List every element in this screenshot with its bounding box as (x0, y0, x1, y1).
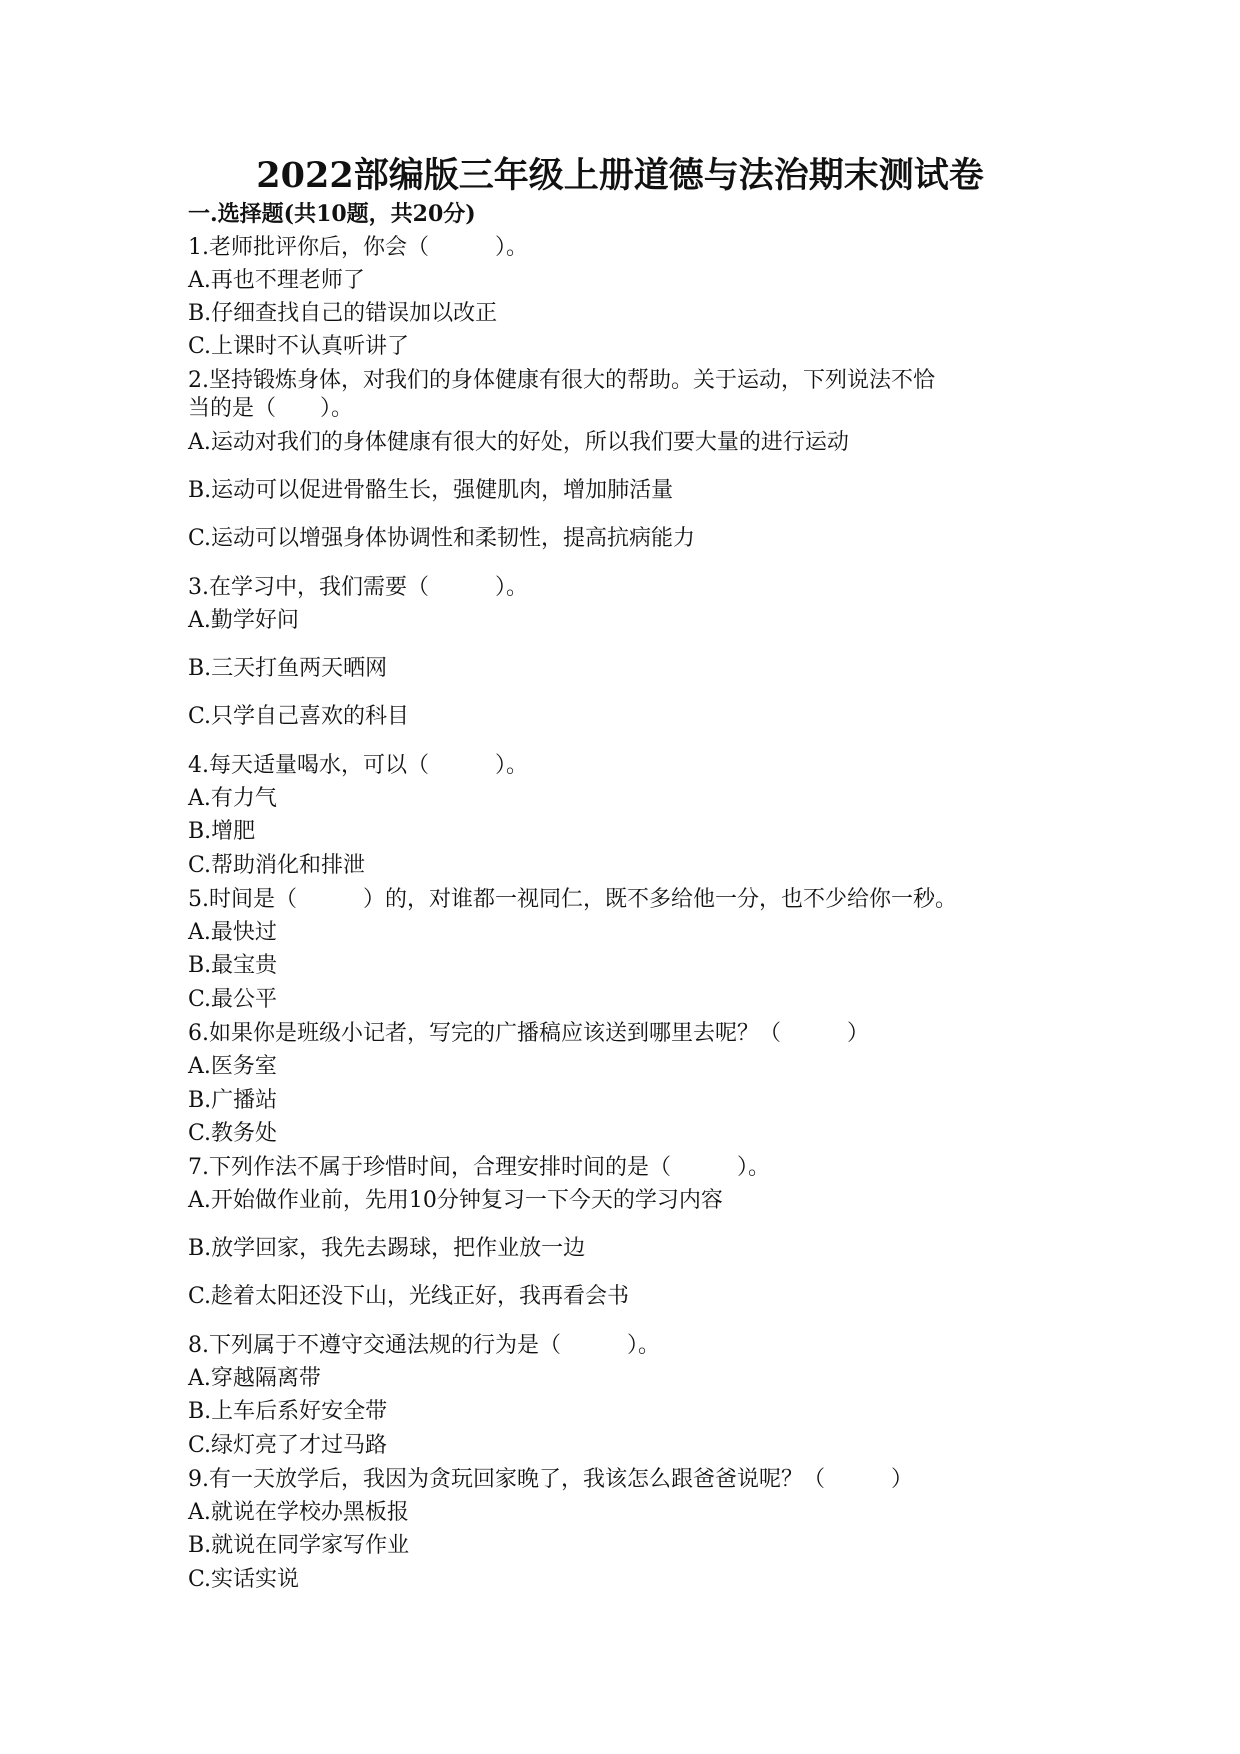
question-9-option-b: B.就说在同学家写作业 (188, 1533, 410, 1558)
question-3-option-c: C.只学自己喜欢的科目 (188, 704, 410, 729)
question-1-option-c: C.上课时不认真听讲了 (188, 334, 410, 359)
question-8-option-c: C.绿灯亮了才过马路 (188, 1433, 388, 1458)
question-9-option-c: C.实话实说 (188, 1567, 300, 1592)
question-6-option-b: B.广播站 (188, 1088, 278, 1113)
question-7-stem: 7.下列作法不属于珍惜时间，合理安排时间的是（ ）。 (188, 1155, 770, 1180)
question-8-option-a: A.穿越隔离带 (188, 1366, 321, 1391)
question-2-option-a: A.运动对我们的身体健康有很大的好处，所以我们要大量的进行运动 (188, 430, 849, 455)
question-2-stem-line-1: 2.坚持锻炼身体，对我们的身体健康有很大的帮助。关于运动，下列说法不恰 (188, 368, 935, 393)
question-1-stem: 1.老师批评你后，你会（ ）。 (188, 235, 528, 260)
question-2-stem-line-2: 当的是（ ）。 (188, 396, 354, 421)
question-8-stem: 8.下列属于不遵守交通法规的行为是（ ）。 (188, 1333, 660, 1358)
question-3-stem: 3.在学习中，我们需要（ ）。 (188, 575, 528, 600)
question-8-option-b: B.上车后系好安全带 (188, 1399, 388, 1424)
question-9-stem: 9.有一天放学后，我因为贪玩回家晚了，我该怎么跟爸爸说呢？（ ） (188, 1467, 913, 1492)
question-7-option-b: B.放学回家，我先去踢球，把作业放一边 (188, 1236, 586, 1261)
question-4-option-a: A.有力气 (188, 786, 277, 811)
page-title: 2022部编版三年级上册道德与法治期末测试卷 (256, 155, 984, 196)
section-heading: 一.选择题(共10题，共20分) (188, 201, 476, 227)
question-7-option-c: C.趁着太阳还没下山，光线正好，我再看会书 (188, 1284, 630, 1309)
question-5-option-a: A.最快过 (188, 920, 277, 945)
question-3-option-a: A.勤学好问 (188, 608, 299, 633)
question-7-option-a: A.开始做作业前，先用10分钟复习一下今天的学习内容 (188, 1188, 723, 1213)
question-4-option-b: B.增肥 (188, 819, 256, 844)
question-4-option-c: C.帮助消化和排泄 (188, 853, 366, 878)
question-3-option-b: B.三天打鱼两天晒网 (188, 656, 388, 681)
question-5-option-c: C.最公平 (188, 987, 278, 1012)
question-2-option-c: C.运动可以增强身体协调性和柔韧性，提高抗病能力 (188, 526, 696, 551)
question-6-stem: 6.如果你是班级小记者，写完的广播稿应该送到哪里去呢？（ ） (188, 1021, 869, 1046)
question-6-option-c: C.教务处 (188, 1121, 278, 1146)
question-2-option-b: B.运动可以促进骨骼生长，强健肌肉，增加肺活量 (188, 478, 674, 503)
question-9-option-a: A.就说在学校办黑板报 (188, 1500, 409, 1525)
question-1-option-a: A.再也不理老师了 (188, 268, 365, 293)
question-1-option-b: B.仔细查找自己的错误加以改正 (188, 301, 498, 326)
question-5-stem: 5.时间是（ ）的，对谁都一视同仁，既不多给他一分，也不少给你一秒。 (188, 887, 957, 912)
question-6-option-a: A.医务室 (188, 1054, 277, 1079)
question-5-option-b: B.最宝贵 (188, 953, 278, 978)
question-4-stem: 4.每天适量喝水，可以（ ）。 (188, 753, 528, 778)
